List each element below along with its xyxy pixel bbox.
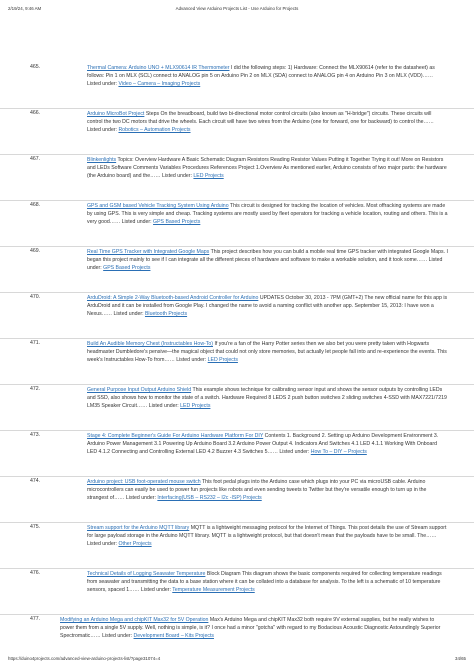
print-footer (8, 656, 466, 666)
category-link[interactable]: GPS Based Projects (153, 219, 201, 226)
item-body (60, 616, 448, 641)
item-body (87, 156, 448, 181)
category-link[interactable]: Other Projects (118, 541, 152, 548)
item-description: I did the following steps: 1) Hardware: Connect the MLX90614 (refer to the datasheet) as follows: Pin 1 on MLX (SCL) connect to ANALOG pin 5 on Arduino Pin 2 on MLX (SDA) connect to ANALOG pin 4 on Arduino Pin 3 on MLX (VDD)…… Listed under: (87, 65, 435, 88)
item-body (87, 478, 448, 503)
category-link[interactable]: Temperature Measurement Projects (172, 587, 255, 594)
project-link[interactable]: Blinkenlights (87, 157, 117, 163)
item-number: 468. (30, 202, 41, 208)
item-number: 469. (30, 248, 41, 254)
project-link[interactable]: Thermal Camera: Arduino UNO + MLX90614 IR Thermometer (87, 65, 230, 71)
project-link[interactable]: Stage 4: Complete Beginner's Guide For Arduino Hardware Platform For DIY (87, 433, 264, 439)
item-body (87, 524, 448, 549)
category-link[interactable]: Development Board – Kits Projects (133, 633, 214, 640)
project-link[interactable]: Build An Audible Memory Chest (Instructables How-To) (87, 341, 213, 347)
project-link[interactable]: ArduDroid: A Simple 2-Way Bluetooth-based Android Controller for Arduino (87, 295, 259, 301)
item-description: Block Diagram This diagram shows the basic components required for collecting temperature readings from seawater and transmitting the data to a base station where it can be collated into a database for analysis. To the left is a schematic of 10 temperature sensors, spaced 1…… Listed under: (87, 571, 442, 594)
project-link[interactable]: Technical Details of Logging Seawater Temperature (87, 571, 206, 577)
item-number: 474. (30, 478, 41, 484)
category-link[interactable]: Robotics – Automation Projects (118, 127, 191, 134)
item-number: 476. (30, 570, 41, 576)
category-link[interactable]: LED Projects (180, 403, 211, 410)
item-body (87, 64, 448, 89)
page-number: 34/65 (455, 656, 466, 661)
item-body (87, 432, 448, 457)
project-link[interactable]: Modifying an Arduino Mega and chipKIT Max32 for 5V Operation (60, 617, 209, 623)
item-number: 470. (30, 294, 41, 300)
project-link[interactable]: General Purpose Input Output Arduino Shield (87, 387, 192, 393)
item-number: 466. (30, 110, 41, 116)
print-url: https://duino4projects.com/advanced-view-arduino-projects-list/?page31074=4 (8, 656, 161, 661)
item-number: 475. (30, 524, 41, 530)
project-link[interactable]: Real Time GPS Tracker with Integrated Google Maps (87, 249, 210, 255)
print-header (8, 6, 466, 16)
item-body (87, 570, 448, 595)
item-body (87, 248, 448, 273)
project-link[interactable]: GPS and GSM based Vehicle Tracking System Using Arduino (87, 203, 229, 209)
item-number: 471. (30, 340, 41, 346)
project-link[interactable]: Arduino MicroBot Project (87, 111, 145, 117)
item-description: Max's Arduino Mega and chipKIT Max32 both require 9V external supplies, but he really wishes to power them from a single 5V supply. Well, nothing is simple, is it? I once had a minor "gotcha" with regard to my Bodacious Acoustic Diagnostic Astoundingly Superior Spectromatic…… Listed under: (60, 617, 441, 640)
item-description: MQTT is a lightweight messaging protocol for the Internet of Things. This post details the use of Stream support for large payload storage in the Arduino MQTT library. MQTT is a lightweight protocol, but that doesn't mean that the payloads have to be small. The…… Listed under: (87, 525, 447, 548)
print-title: Advanced View Arduino Projects List - Use Arduino for Projects (175, 6, 299, 11)
list-item (0, 604, 474, 660)
category-link[interactable]: LED Projects (193, 173, 224, 180)
item-number: 467. (30, 156, 41, 162)
category-link[interactable]: GPS Based Projects (103, 265, 151, 272)
item-description: This foot pedal plugs into the Arduino case which plugs into your PC via microUSB cable. Arduino microcontrollers can easily be used to power fun projects like robots and even sending tweets to Twitter but they're versatile enough to turn up in the strangest of…… Listed under: (87, 479, 427, 502)
item-number: 465. (30, 64, 41, 70)
item-number: 473. (30, 432, 41, 438)
category-link[interactable]: LED Projects (207, 357, 238, 364)
category-link[interactable]: Interfacing(USB – RS232 – I2c -ISP) Projects (157, 495, 262, 502)
category-link[interactable]: Bluetooth Projects (144, 311, 188, 318)
item-description: If you're a fan of the Harry Potter series then we also bet you were pretty taken with Hogwarts headmaster Dumbledore's pensive—the magical object that could not only store memories, but actually let people fall into and re-experience the events. This week's Instructables How-To from…… Listed under: (87, 341, 447, 364)
item-body (87, 294, 448, 319)
item-description: Contents 1. Background 2. Setting up Arduino Development Environment 3. Arduino Power Management 3.1 Powering Up Arduino Board 3.2 Arduino Power Output 4. Indicators And Switches 4.1 LED 4.1.1 Working With Onboard LED 4.1.2 Connecting and Controlling External LED 4.2 Buzzer 4.3 Switches 5…… Listed under: (87, 433, 439, 456)
item-description: Topics: Overview Hardware A Basic Schematic Diagram Resistors Reading Resistor Values Putting it Together Trying it out! More on Resistors and LEDs Software Comments Variables Procedures References Project 1.Overview As mentioned earlier, Arduino consists of two major parts: the hardware (the Arduino board) and the…… Listed under: (87, 157, 447, 180)
category-link[interactable]: Video – Camera – Imaging Projects (118, 81, 201, 88)
item-description: This project describes how you can build a mobile real time GPS tracker with integrated Google Maps. I began this project mainly to see if I can integrate all the different pieces of hardware and software to make a workable solution, and it took some…… Listed under: (87, 249, 448, 272)
item-description: This example shows technique for calibrating sensor input and shows the sensor outputs by controlling LEDs and SSD, also shows how to monitor the state of a switch. Hardware Required 8 LEDS 2 push button switches 2 sliding switches 4-SSD with MAX7221/7219 LM35 Speaker Circuit…… Listed under: (87, 387, 447, 410)
item-body (87, 202, 448, 227)
item-number: 472. (30, 386, 41, 392)
project-link[interactable]: Stream support for the Arduino MQTT library (87, 525, 190, 531)
item-number: 477. (30, 616, 41, 622)
item-description: This circuit is designed for tracking the location of vehicles. Most offracking systems are made by using GPS. This is very simple and cheap. Tracking systems are mostly used by fleet operators for tracking a vehicle location, routing and others. This is a very good…… Listed under: (87, 203, 448, 226)
item-body (87, 386, 448, 411)
item-description: UPDATES October 30, 2013 - 7PM (GMT+2) The new official name for this app is ArduDroid and it can be installed from Google Play. I changed the name to avoid a naming conflict with another app. September 15, 2013: I have won a Nexus…… Listed under: (87, 295, 448, 318)
item-body (87, 110, 448, 135)
item-description: Steps On the breadboard, build two bi-directional motor control circuits (also known as "H-bridge") circuits. These circuits will control the two DC motors that drive the wheels. Each circuit will have two wires from the Arduino (one for forward, one for backward) to control the…… Listed under: (87, 111, 434, 134)
project-link[interactable]: Arduino project: USB foot-operated mouse switch (87, 479, 201, 485)
print-datetime: 2/19/24, 9:46 AM (8, 6, 42, 11)
item-body (87, 340, 448, 365)
category-link[interactable]: How To – DIY – Projects (310, 449, 367, 456)
